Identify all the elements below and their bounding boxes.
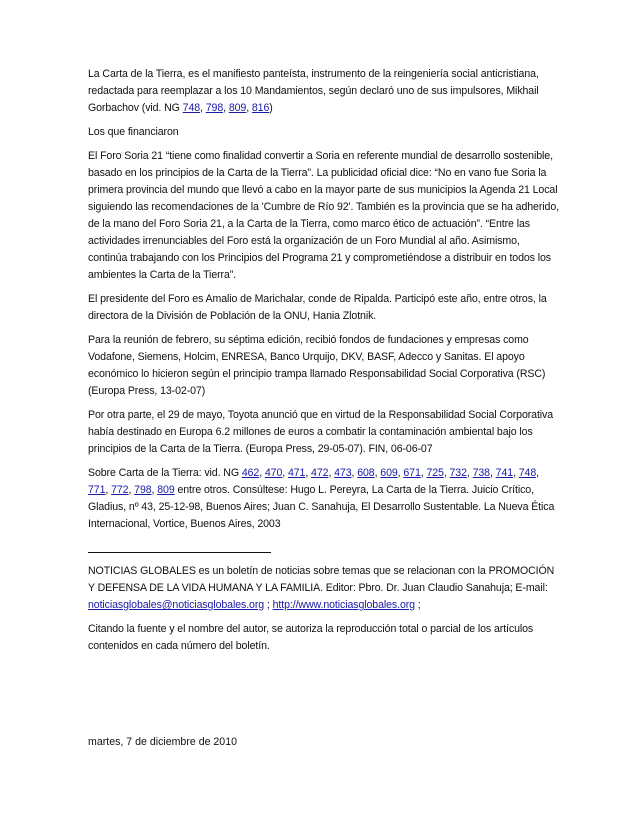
ng-link[interactable]: 798 [205,102,224,114]
ng-link[interactable]: 809 [228,102,247,114]
intro-text: La Carta de la Tierra, es el manifiesto panteísta, instrumento de la reingeniería social anticristiana, redactada para reemplazar a los 10 Mandamientos, según declaró uno de sus impulsores, Mikhail Gorbachov (vid. NG [88,68,539,114]
article-body [88,66,560,662]
separator-text: ; [264,599,273,611]
financiacion-paragraph: Para la reunión de febrero, su séptima edición, recibió fondos de fundaciones y empresas como Vodafone, Siemens, Holcim, ENRESA, Banco Urquijo, DKV, BASF, Adecco y Sanitas. El apoyo económico lo hicieron según el principio trampa llamado Responsabilidad Social Corporativa (RSC) (Europa Press, 13-02-07) [88,334,546,397]
close-paren: ) [269,102,273,114]
references-suffix: entre otros. Consúltese: Hugo L. Pereyra, La Carta de la Tierra. Juicio Crítico, Gladius, nº 43, 25-12-98, Buenos Aires; Juan C. Sanahuja, El Desarrollo Sustentable. La Nueva Ética Internacional, Vortice, Buenos Aires, 2003 [88,484,555,530]
section-heading: Los que financiaron [88,126,179,138]
ng-link[interactable]: 725 [426,467,444,479]
ng-link[interactable]: 473 [334,467,352,479]
ng-link[interactable]: 771 [88,484,106,496]
ng-link[interactable]: 748 [182,102,201,114]
foro-paragraph: El Foro Soria 21 “tiene como finalidad convertir a Soria en referente mundial de desarrollo sostenible, basado en los principios de la Carta de la Tierra”. La publicidad oficial dice: “No en vano fue Soria la primera provincia del mundo que llevó a cabo en la mayor parte de sus municipios la Agenda 21 Local siguiendo las recomendaciones de la 'Cumbre de Río 92'. También es la provincia que se ha adherido, de la mano del Foro Soria 21, a la Carta de la Tierra, como marco ético de actuación”. “Entre las actividades irrenunciables del Foro está la organización de un Foro Mundial al año. Asimismo, continúa trabajando con los Principios del Programa 21 y comprometiéndose a distribuir en todos los ambientes la Carta de la Tierra”. [88,150,559,281]
ng-link[interactable]: 809 [157,484,175,496]
ng-link[interactable]: 732 [449,467,467,479]
ng-link[interactable]: 798 [134,484,152,496]
email-link[interactable]: noticiasglobales@noticiasglobales.org [88,599,265,611]
date-footer: martes, 7 de diciembre de 2010 [88,736,237,748]
boletin-paragraph [88,563,560,614]
toyota-paragraph: Por otra parte, el 29 de mayo, Toyota anunció que en virtud de la Responsabilidad Social Corporativa había destinado en Europa 6.2 millones de euros a combatir la contaminación ambiental bajo los principios de la Carta de la Tierra. (Europa Press, 29-05-07). FIN, 06-06-07 [88,409,554,455]
boletin-text: NOTICIAS GLOBALES es un boletín de noticias sobre temas que se relacionan con la PROMOCIÓN Y DEFENSA DE LA VIDA HUMANA Y LA FAMILIA. Editor: Pbro. Dr. Juan Claudio Sanahuja; E-mail: [88,565,555,594]
ng-link[interactable]: 462 [241,467,260,479]
references-links: 462, 470, 471, 472, 473, 608, 609, 671, 725, 732, 738, 741, 748, 771, 772, 798, 809 [88,467,539,496]
ng-link[interactable]: 738 [472,467,490,479]
copyright-paragraph: Citando la fuente y el nombre del autor, se autoriza la reproducción total o parcial de los artículos contenidos en cada número del boletín. [88,623,534,652]
references-paragraph [88,465,560,533]
website-link[interactable]: http://www.noticiasglobales.org [272,599,415,611]
end-text: ; [414,599,421,611]
ng-link[interactable]: 609 [380,467,398,479]
ng-link[interactable]: 748 [518,467,537,479]
ng-link[interactable]: 471 [287,467,306,479]
separator-line [88,540,271,553]
ng-link[interactable]: 772 [111,484,129,496]
ng-link[interactable]: 472 [311,467,329,479]
presidente-paragraph: El presidente del Foro es Amalio de Marichalar, conde de Ripalda. Participó este año, entre otros, la directora de la División de Población de la ONU, Hania Zlotnik. [88,293,547,322]
intro-paragraph: La Carta de la Tierra, es el manifiesto panteísta, instrumento de la reingeniería social anticristiana, redactada para reemplazar a los 10 Mandamientos, según declaró uno de sus impulsores, Mikhail Gorbachov (vid. NG 748, 798, 809, 816) [88,68,539,114]
ng-link[interactable]: 470 [264,467,283,479]
ng-link[interactable]: 741 [495,467,514,479]
ng-link[interactable]: 671 [403,467,421,479]
ng-link[interactable]: 608 [357,467,375,479]
ng-link[interactable]: 816 [251,102,270,114]
references-prefix: Sobre Carta de la Tierra: vid. NG [88,467,242,479]
